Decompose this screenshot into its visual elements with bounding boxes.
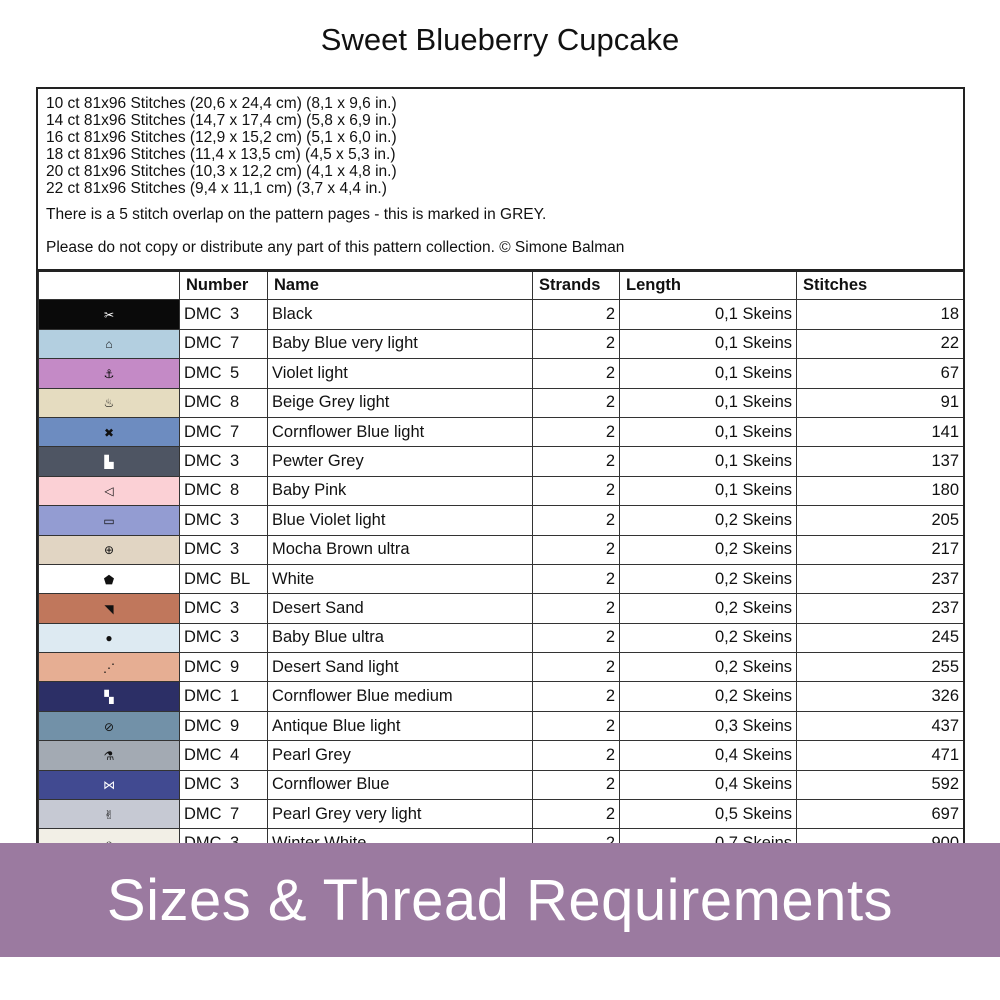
thread-name: Pearl Grey [268,741,533,770]
thread-brand: DMC [184,334,222,353]
thread-number-value: 3 [230,628,240,647]
stitch-symbol-icon: ▚ [104,690,114,705]
thread-length: 0,3 Skeins [620,711,797,740]
title-banner [0,843,1000,957]
thread-number-value: 1 [230,687,240,706]
thread-number [180,800,268,829]
thread-name: Black [268,300,533,329]
thread-number-value: BL [230,569,251,588]
thread-stitches: 592 [797,770,964,799]
table-row [39,329,964,358]
thread-number-value: 7 [230,422,240,441]
overlap-note: There is a 5 stitch overlap on the pattern pages - this is marked in GREY. [46,206,547,223]
color-swatch [39,535,180,564]
stitch-symbol-icon: ⊘ [103,719,115,734]
thread-length: 0,4 Skeins [620,770,797,799]
thread-length: 0,1 Skeins [620,359,797,388]
thread-number-value: 9 [230,657,240,676]
thread-name: Baby Blue very light [268,329,533,358]
copyright-note: Please do not copy or distribute any part of this pattern collection. © Simone Balman [46,239,625,256]
thread-brand: DMC [184,657,222,676]
thread-number-value: 3 [230,775,240,794]
thread-length: 0,1 Skeins [620,476,797,505]
stitch-symbol-icon: ♨ [103,396,115,411]
thread-length: 0,1 Skeins [620,447,797,476]
table-row [39,417,964,446]
color-swatch [39,711,180,740]
thread-name: Blue Violet light [268,506,533,535]
thread-strands: 2 [533,535,620,564]
color-swatch [39,800,180,829]
thread-stitches: 217 [797,535,964,564]
thread-brand: DMC [184,481,222,500]
thread-strands: 2 [533,300,620,329]
thread-length: 0,2 Skeins [620,623,797,652]
thread-strands: 2 [533,506,620,535]
thread-brand: DMC [184,716,222,735]
thread-length: 0,1 Skeins [620,329,797,358]
table-row [39,594,964,623]
thread-number-value: 3 [230,540,240,559]
thread-number-value: 9 [230,716,240,735]
page-title: Sweet Blueberry Cupcake [320,22,680,57]
thread-length: 0,2 Skeins [620,564,797,593]
thread-stitches: 205 [797,506,964,535]
stitch-symbol-icon: ⋈ [103,778,115,793]
table-row [39,388,964,417]
thread-stitches: 237 [797,594,964,623]
thread-length: 0,1 Skeins [620,417,797,446]
size-line-16ct: 16 ct 81x96 Stitches (12,9 x 15,2 cm) (5,1 x 6,0 in.) [46,129,397,146]
stitch-symbol-icon: ✂ [103,308,115,323]
thread-number [180,359,268,388]
thread-brand: DMC [184,540,222,559]
thread-number-value: 3 [230,452,240,471]
thread-brand: DMC [184,745,222,764]
thread-length: 0,2 Skeins [620,594,797,623]
thread-brand: DMC [184,510,222,529]
thread-length: 0,2 Skeins [620,682,797,711]
header-length: Length [620,271,797,300]
color-swatch [39,594,180,623]
thread-strands: 2 [533,417,620,446]
color-swatch [39,388,180,417]
thread-number-value: 7 [230,804,240,823]
thread-number [180,711,268,740]
table-row [39,447,964,476]
stitch-symbol-icon: ⌂ [105,337,113,352]
stitch-symbol-icon: ◁ [104,484,114,499]
thread-number [180,564,268,593]
thread-number-value: 3 [230,598,240,617]
thread-brand: DMC [184,775,222,794]
thread-strands: 2 [533,682,620,711]
table-row [39,564,964,593]
table-row [39,682,964,711]
thread-stitches: 180 [797,476,964,505]
thread-stitches: 697 [797,800,964,829]
thread-strands: 2 [533,741,620,770]
table-row [39,741,964,770]
thread-name: Mocha Brown ultra [268,535,533,564]
size-line-10ct: 10 ct 81x96 Stitches (20,6 x 24,4 cm) (8,1 x 9,6 in.) [46,95,397,112]
thread-number [180,476,268,505]
thread-name: Beige Grey light [268,388,533,417]
stitch-symbol-icon: ⚓ [103,366,115,381]
stitch-symbol-icon: ⊕ [103,543,115,558]
color-swatch [39,564,180,593]
thread-legend-table [38,269,964,859]
thread-brand: DMC [184,393,222,412]
thread-stitches: 326 [797,682,964,711]
thread-strands: 2 [533,594,620,623]
thread-strands: 2 [533,711,620,740]
thread-number [180,388,268,417]
thread-brand: DMC [184,363,222,382]
pattern-info-frame [36,87,965,878]
thread-brand: DMC [184,687,222,706]
thread-strands: 2 [533,388,620,417]
thread-length: 0,1 Skeins [620,300,797,329]
thread-number-value: 8 [230,393,240,412]
thread-stitches: 237 [797,564,964,593]
stitch-symbol-icon: ▭ [103,513,115,528]
thread-name: Cornflower Blue [268,770,533,799]
table-row [39,800,964,829]
thread-length: 0,2 Skeins [620,653,797,682]
thread-strands: 2 [533,623,620,652]
thread-name: Violet light [268,359,533,388]
thread-number [180,682,268,711]
thread-name: Cornflower Blue medium [268,682,533,711]
thread-stitches: 255 [797,653,964,682]
color-swatch [39,653,180,682]
thread-stitches: 141 [797,417,964,446]
thread-strands: 2 [533,653,620,682]
table-row [39,506,964,535]
stitch-symbol-icon: ⚗ [103,748,115,763]
thread-number-value: 5 [230,363,240,382]
thread-stitches: 67 [797,359,964,388]
header-strands: Strands [533,271,620,300]
thread-stitches: 245 [797,623,964,652]
thread-number [180,653,268,682]
thread-name: Desert Sand light [268,653,533,682]
thread-brand: DMC [184,422,222,441]
thread-strands: 2 [533,447,620,476]
color-swatch [39,359,180,388]
thread-stitches: 137 [797,447,964,476]
info-block [38,89,963,256]
thread-number-value: 8 [230,481,240,500]
color-swatch [39,682,180,711]
thread-length: 0,1 Skeins [620,388,797,417]
thread-strands: 2 [533,329,620,358]
color-swatch [39,623,180,652]
thread-number-value: 7 [230,334,240,353]
stitch-symbol-icon: ◥ [104,601,114,616]
thread-number [180,300,268,329]
thread-name: Baby Pink [268,476,533,505]
thread-number-value: 4 [230,745,240,764]
thread-brand: DMC [184,569,222,588]
thread-brand: DMC [184,804,222,823]
thread-number [180,417,268,446]
stitch-symbol-icon: ✖ [103,425,115,440]
thread-number [180,594,268,623]
table-header-row [39,271,964,300]
table-row [39,300,964,329]
thread-stitches: 18 [797,300,964,329]
thread-name: Cornflower Blue light [268,417,533,446]
stitch-symbol-icon: ▙ [104,455,114,470]
thread-brand: DMC [184,305,222,324]
header-number: Number [180,271,268,300]
thread-name: Desert Sand [268,594,533,623]
thread-number [180,506,268,535]
stitch-symbol-icon: ✌ [103,807,115,822]
header-name: Name [268,271,533,300]
thread-brand: DMC [184,628,222,647]
stitch-symbol-icon: ⬟ [103,572,115,587]
table-row [39,623,964,652]
thread-strands: 2 [533,770,620,799]
size-line-14ct: 14 ct 81x96 Stitches (14,7 x 17,4 cm) (5,8 x 6,9 in.) [46,112,397,129]
thread-strands: 2 [533,800,620,829]
thread-number [180,741,268,770]
table-row [39,535,964,564]
thread-length: 0,4 Skeins [620,741,797,770]
color-swatch [39,506,180,535]
thread-number [180,535,268,564]
thread-stitches: 22 [797,329,964,358]
thread-length: 0,2 Skeins [620,535,797,564]
thread-stitches: 437 [797,711,964,740]
thread-name: Pewter Grey [268,447,533,476]
thread-brand: DMC [184,598,222,617]
thread-stitches: 471 [797,741,964,770]
color-swatch [39,476,180,505]
color-swatch [39,417,180,446]
table-row [39,711,964,740]
thread-length: 0,5 Skeins [620,800,797,829]
color-swatch [39,329,180,358]
thread-brand: DMC [184,452,222,471]
thread-number [180,623,268,652]
color-swatch [39,741,180,770]
table-row [39,476,964,505]
thread-number [180,447,268,476]
thread-strands: 2 [533,359,620,388]
size-line-18ct: 18 ct 81x96 Stitches (11,4 x 13,5 cm) (4,5 x 5,3 in.) [46,146,396,163]
color-swatch [39,447,180,476]
thread-name: Pearl Grey very light [268,800,533,829]
thread-length: 0,2 Skeins [620,506,797,535]
color-swatch [39,770,180,799]
thread-strands: 2 [533,476,620,505]
thread-stitches: 91 [797,388,964,417]
header-stitches: Stitches [797,271,964,300]
thread-strands: 2 [533,564,620,593]
color-swatch [39,300,180,329]
banner-text: Sizes & Thread Requirements [106,867,894,933]
stitch-symbol-icon: ⋰ [103,660,115,675]
stitch-symbol-icon: ● [105,631,113,646]
table-row [39,653,964,682]
thread-number [180,329,268,358]
thread-name: White [268,564,533,593]
thread-number [180,770,268,799]
header-symbol [39,271,180,300]
thread-name: Baby Blue ultra [268,623,533,652]
thread-number-value: 3 [230,510,240,529]
size-line-22ct: 22 ct 81x96 Stitches (9,4 x 11,1 cm) (3,7 x 4,4 in.) [46,180,387,197]
size-line-20ct: 20 ct 81x96 Stitches (10,3 x 12,2 cm) (4,1 x 4,8 in.) [46,163,397,180]
thread-name: Antique Blue light [268,711,533,740]
thread-number-value: 3 [230,305,240,324]
table-row [39,359,964,388]
table-row [39,770,964,799]
